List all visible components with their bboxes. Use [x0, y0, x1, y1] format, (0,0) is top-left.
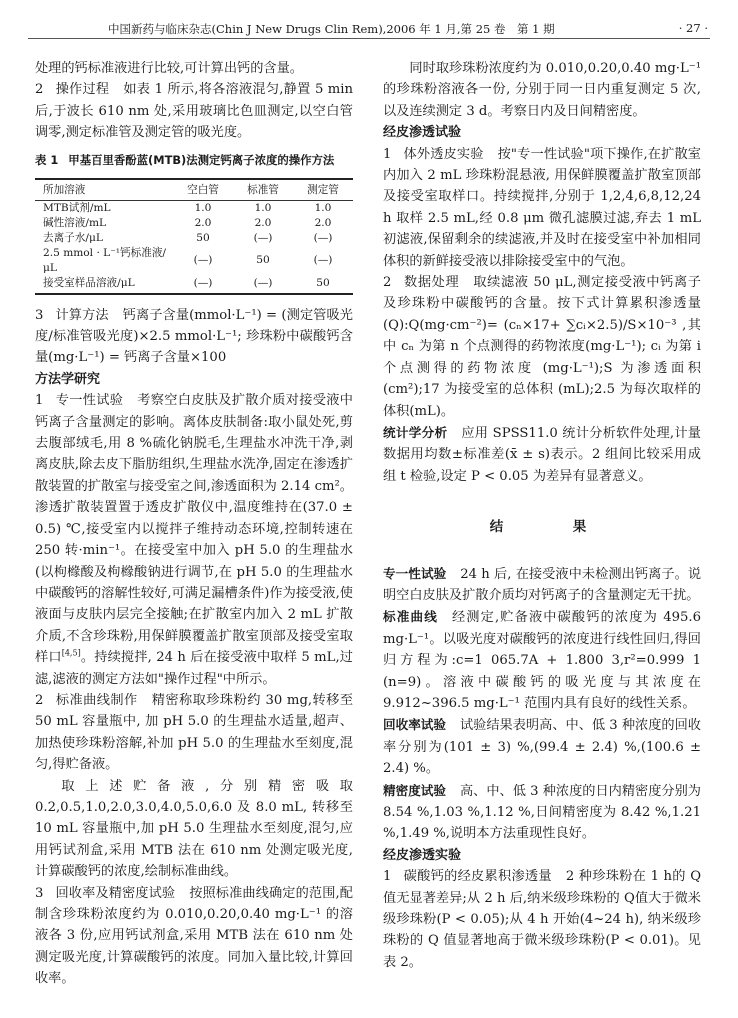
table-cell: (—) [313, 231, 333, 244]
table-row [35, 216, 353, 231]
table-header-cell: 测定管 [293, 179, 353, 201]
table-cell: MTB试剂/mL [43, 201, 111, 214]
right-column [383, 58, 701, 973]
table-row [35, 231, 353, 246]
table-header-row [35, 179, 353, 201]
table-cell: 1.0 [314, 201, 332, 214]
table-title: 甲基百里香酚蓝(MTB)法测定钙离子浓度的操作方法 [68, 152, 335, 167]
table-1 [35, 178, 353, 295]
section-heading: 经皮渗透试验 [383, 125, 462, 141]
item-number: 2 [383, 275, 392, 291]
table-cell: 2.0 [314, 216, 332, 229]
section-heading: 方法学研究 [35, 371, 101, 387]
table-cell: (—) [313, 254, 333, 267]
item-heading: 体外透皮实验 [403, 146, 484, 162]
item-text: 应用 SPSS11.0 统计分析软件处理,计量数据用均数±标准差(x̄ ± s)表示。2 组间比较采用成组 t 检验,设定 P < 0.05 为差异有显著意义。 [383, 425, 701, 484]
item-text: 精密称取珍珠粉约 30 mg,转移至 50 mL 容量瓶中, 加 pH 5.0 的生理盐水适量,超声、加热使珍珠粉溶解,补加 pH 5.0 的生理盐水至刻度,混匀,得贮备液。 [35, 692, 354, 773]
paragraph-recovery [35, 883, 353, 990]
table-cell: 接受室样品溶液/μL [35, 276, 173, 294]
item-number: 2 [35, 692, 44, 708]
table-row [35, 246, 353, 276]
paragraph-result-specificity [383, 563, 701, 607]
section-heading: 经皮渗透实验 [383, 847, 462, 863]
journal-citation: 中国新药与临床杂志(Chin J New Drugs Clin Rem),2006 年 1 月,第 25 卷 第 1 期 [108, 22, 555, 36]
item-text: 钙离子含量(mmol·L⁻¹) = (测定管吸光度/标准管吸光度)×2.5 mmol·L⁻¹; 珍珠粉中碳酸钙含量(mg·L⁻¹) = 钙离子含量×100 [35, 307, 353, 366]
paragraph-in-vitro [383, 144, 701, 272]
paragraph: 同时取珍珠粉浓度约为 0.010,0.20,0.40 mg·L⁻¹ 的珍珠粉溶液各一份, 分别于同一日内重复测定 5 次,以及连续测定 3 d。考察日内及日间精密度。 [383, 61, 701, 119]
table-cell: 2.0 [194, 216, 212, 229]
paragraph-result-recovery [383, 714, 701, 779]
running-header [28, 18, 710, 39]
item-text: 按"专一性试验"项下操作,在扩散室内加入 2 mL 珍珠粉混悬液, 用保鲜膜覆盖扩散室顶部及接受室取样口。持续搅拌,分别于 1,2,4,6,8,12,24 h 取样 2.5 mL,经 0.8 μm 微孔滤膜过滤,弃去 1 mL 初滤液,保留剩余的续滤液,并及时在接受室中补加相同体积的新鲜接受液以排除接受室中的气泡。 [383, 146, 701, 269]
table-cell: 50 [293, 276, 353, 294]
run-in-heading: 回收率试验 [383, 717, 446, 733]
table-label: 表 1 [35, 152, 59, 167]
table-cell: (—) [233, 276, 293, 294]
item-text: 2 种珍珠粉在 1 h的 Q 值无显著差异;从 2 h 后,纳米级珍珠粉的 Q值大于微米级珍珠粉(P < 0.05);从 4 h 开始(4~24 h), 纳米级珍珠粉的 Q 值显著地高于微米级珍珠粉(P < 0.01)。见表 2。 [383, 869, 702, 970]
paragraph-specificity [35, 390, 353, 690]
paragraph-result-precision [383, 780, 701, 845]
table-header-cell: 标准管 [233, 179, 293, 201]
item-heading: 操作过程 [55, 82, 110, 98]
item-number: 1 [383, 146, 392, 162]
item-heading: 碳酸钙的经皮累积渗透量 [403, 869, 552, 885]
table-cell: 1.0 [254, 201, 272, 214]
paragraph-result-curve [383, 606, 701, 714]
results-heading: 结 果 [489, 519, 615, 536]
item-text: 试验结果表明高、中、低 3 种浓度的回收率分别为(101 ± 3) %,(99.4 ± 2.4) %,(100.6 ± 2.4) %。 [383, 718, 701, 777]
item-number: 3 [35, 885, 44, 901]
paragraph: 处理的钙标准液进行比较,可计算出钙的含量。 [35, 61, 303, 76]
item-number: 3 [35, 307, 44, 323]
table-cell: 1.0 [194, 201, 212, 214]
item-number: 1 [383, 869, 392, 885]
item-text: 按照标准曲线确定的范围,配制含珍珠粉浓度约为 0.010,0.20,0.40 mg·L⁻¹ 的溶液各 3 份,应用钙试剂盒,采用 MTB 法在 610 nm 处测定吸光度,计算碳酸钙的浓度。同加入量比较,计算回收率。 [35, 885, 353, 987]
table-header-cell: 所加溶液 [35, 179, 173, 201]
item-heading: 计算方法 [55, 307, 109, 323]
item-heading: 专一性试验 [55, 393, 124, 409]
table-cell: 2.0 [254, 216, 272, 229]
table-cell: 2.5 mmol · L⁻¹钙标准液/μL [43, 246, 166, 274]
table-cell: 50 [196, 231, 210, 244]
item-text: 取续滤液 50 μL,测定接受液中钙离子及珍珠粉中碳酸钙的含量。按下式计算累积渗透量(Q):Q(mg·cm⁻²)= (cₙ×17+ ∑cᵢ×2.5)/S×10⁻³ ,其中 cₙ 为第 n 个点测得的药物浓度(mg·L⁻¹); cᵢ 为第 i 个点测得的药物浓度 (mg·L⁻¹);S 为渗透面积(cm²);17 为接受室的总体积 (mL);2.5 为每次取样的体积(mL)。 [383, 275, 701, 419]
table-cell: (—) [173, 276, 233, 294]
page-number: · 27 · [678, 21, 708, 35]
table-row [35, 200, 353, 216]
table-header-cell: 空白管 [173, 179, 233, 201]
item-text: 如表 1 所示,将各溶液混匀,静置 5 min 后,于波长 610 nm 处,采用玻璃比色皿测定,以空白管调零,测定标准管及测定管的吸光度。 [35, 82, 353, 141]
table-row [35, 276, 353, 294]
paragraph: 取上述贮备液,分别精密吸取 0.2,0.5,1.0,2.0,3.0,4.0,5.0,6.0 及 8.0 mL, 转移至 10 mL 容量瓶中,加 pH 5.0 生理盐水至刻度,混匀,应用钙试剂盒,采用 MTB 法在 610 nm 处测定吸光度,计算碳酸钙的浓度,绘制标准曲线。 [35, 778, 353, 880]
run-in-heading: 统计学分析 [383, 424, 448, 440]
item-heading: 回收率及精密度试验 [55, 885, 176, 901]
paragraph-standard-curve [35, 690, 353, 776]
item-text: 24 h 后, 在接受液中未检测出钙离子。说明空白皮肤及扩散介质均对钙离子的含量测定无干扰。 [383, 566, 702, 603]
run-in-heading: 标准曲线 [383, 609, 438, 625]
item-number: 2 [35, 82, 44, 98]
table-caption [35, 152, 353, 168]
table-cell: 碱性溶液/mL [43, 216, 107, 229]
left-column [35, 58, 353, 990]
item-text: 经测定,贮备液中碳酸钙的浓度为 495.6 mg·L⁻¹。以吸光度对碳酸钙的浓度进行线性回归,得回归方程为:c=1 065.7A + 1.800 3,r²=0.999 1 (n=9)。溶液中碳酸钙的吸光度与其浓度在 9.912~396.5 mg·L⁻¹ 范围内具有良好的线性关系。 [383, 610, 702, 711]
run-in-heading: 专一性试验 [383, 565, 447, 581]
table-cell: 50 [256, 254, 270, 267]
item-heading: 标准曲线制作 [55, 692, 138, 708]
run-in-heading: 精密度试验 [383, 782, 446, 798]
table-cell: (—) [193, 254, 213, 267]
item-heading: 数据处理 [403, 275, 460, 291]
table-cell: 去离子水/μL [43, 231, 103, 244]
item-text: 高、中、低 3 种浓度的日内精密度分别为 8.54 %,1.03 %,1.12 %,日间精密度为 8.42 %,1.21 %,1.49 %,说明本方法重现性良好。 [383, 783, 701, 842]
paragraph-calculation [35, 305, 353, 369]
paragraph-result-permeation [383, 866, 701, 973]
item-number: 1 [35, 393, 44, 409]
item-text: 。持续搅拌, 24 h 后在接受液中取样 5 mL,过滤,滤液的测定方法如"操作过程"中所示。 [35, 650, 353, 687]
citation-reference: [4,5] [61, 648, 81, 658]
paragraph-statistics [383, 422, 701, 487]
table-cell: (—) [253, 231, 273, 244]
item-text: 考察空白皮肤及扩散介质对接受液中钙离子含量测定的影响。离体皮肤制备:取小鼠处死,剪去腹部绒毛,用 8 %硫化钠脱毛,生理盐水冲洗干净,剥离皮肤,除去皮下脂肪组织,生理盐水洗净,固定在渗透扩散装置的扩散室与接受室之间,渗透面积为 2.14 cm²。渗透扩散装置置于透皮扩散仪中,温度维持在(37.0 ± 0.5) ℃,接受室内以搅拌子维持动态环境,控制转速在 250 转·min⁻¹。在接受室中加入 pH 5.0 的生理盐水(以枸橼酸及枸橼酸钠进行调节,在 pH 5.0 的生理盐水中碳酸钙的溶解性较好,可满足漏槽条件)作为接受液,使液面与皮肤内层完全接触;在扩散室内加入 2 mL 扩散介质,不含珍珠粉,用保鲜膜覆盖扩散室顶部及接受室取样口 [35, 393, 353, 666]
paragraph-operation [35, 79, 353, 143]
paragraph-data-processing [383, 272, 701, 422]
